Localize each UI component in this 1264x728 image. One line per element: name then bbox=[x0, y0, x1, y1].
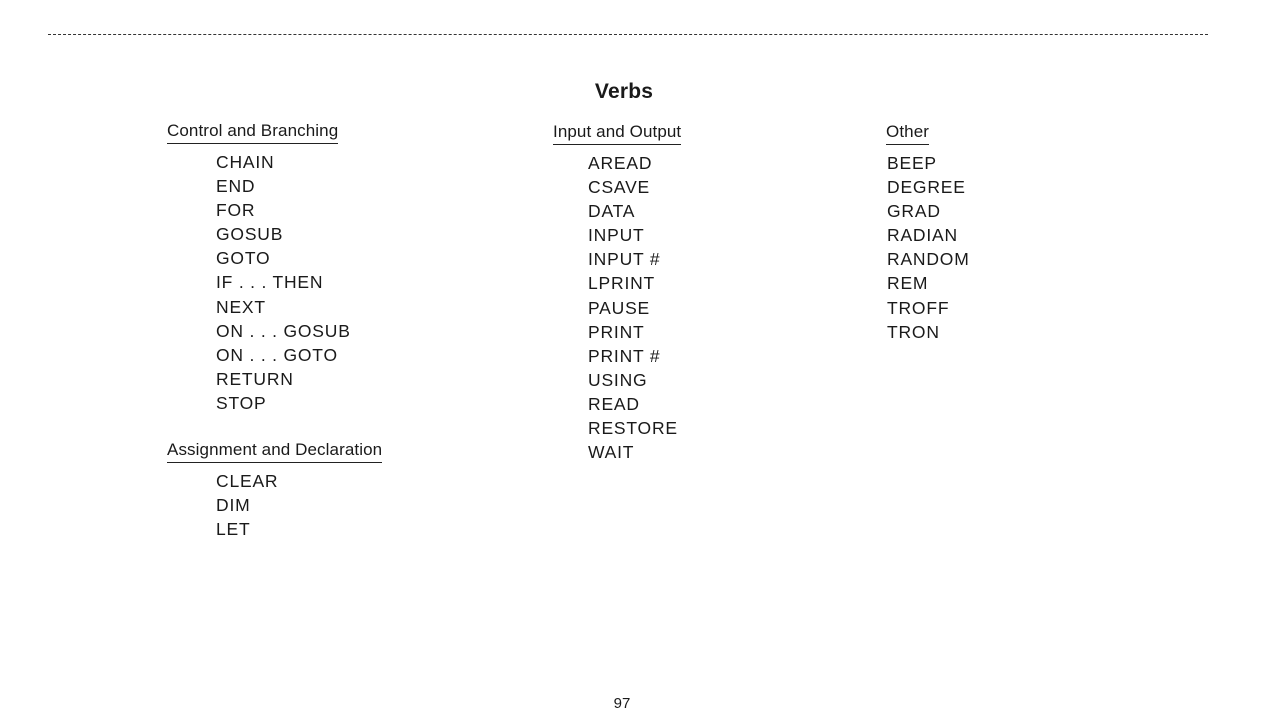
verb-item: CSAVE bbox=[588, 177, 651, 198]
verb-item: IF . . . THEN bbox=[216, 272, 324, 293]
verb-item: ON . . . GOTO bbox=[216, 344, 338, 365]
verb-list bbox=[216, 150, 351, 415]
verb-item: CLEAR bbox=[216, 471, 279, 491]
verb-item: DEGREE bbox=[887, 177, 966, 198]
verb-item: WAIT bbox=[588, 442, 635, 463]
verb-item: FOR bbox=[216, 200, 256, 221]
section-heading: Control and Branching bbox=[167, 119, 338, 144]
verb-item: GOTO bbox=[216, 248, 271, 269]
verb-item: AREAD bbox=[588, 153, 653, 173]
section-input-and-output bbox=[553, 120, 681, 464]
verb-list bbox=[588, 151, 681, 464]
verb-item: USING bbox=[588, 369, 648, 390]
verb-item: TRON bbox=[887, 321, 940, 342]
page-title: Verbs bbox=[594, 80, 654, 103]
verb-list bbox=[887, 151, 970, 344]
verb-item: READ bbox=[588, 393, 640, 414]
verb-item: INPUT # bbox=[588, 249, 661, 270]
verb-item: DATA bbox=[588, 201, 636, 222]
verb-item: END bbox=[216, 176, 256, 197]
verb-item: NEXT bbox=[216, 296, 266, 317]
verb-item: RESTORE bbox=[588, 418, 678, 439]
section-other bbox=[886, 120, 970, 344]
section-heading: Input and Output bbox=[553, 120, 681, 145]
verb-item: DIM bbox=[216, 495, 251, 516]
verb-item: PRINT bbox=[588, 321, 645, 342]
section-heading: Other bbox=[886, 120, 929, 145]
verb-list bbox=[216, 469, 382, 541]
verb-item: PAUSE bbox=[588, 297, 651, 318]
top-dashed-rule bbox=[48, 34, 1208, 35]
verb-item: RADIAN bbox=[887, 225, 958, 246]
verb-item: RANDOM bbox=[887, 249, 970, 270]
verb-item: PRINT # bbox=[588, 345, 661, 366]
verb-item: LPRINT bbox=[588, 273, 656, 294]
verb-item: CHAIN bbox=[216, 152, 275, 172]
verb-item: LET bbox=[216, 519, 251, 540]
verb-item: STOP bbox=[216, 392, 267, 413]
verb-item: GOSUB bbox=[216, 224, 284, 245]
verb-item: BEEP bbox=[887, 153, 937, 173]
verb-item: GRAD bbox=[887, 201, 941, 222]
section-heading: Assignment and Declaration bbox=[167, 438, 382, 463]
verb-item: REM bbox=[887, 273, 929, 294]
section-assignment-and-declaration bbox=[167, 438, 382, 541]
section-control-and-branching bbox=[167, 119, 351, 415]
verb-item: INPUT bbox=[588, 225, 645, 246]
verb-item: ON . . . GOSUB bbox=[216, 320, 351, 341]
verb-item: TROFF bbox=[887, 297, 950, 318]
verb-item: RETURN bbox=[216, 368, 294, 389]
page-number: 97 bbox=[613, 695, 631, 712]
